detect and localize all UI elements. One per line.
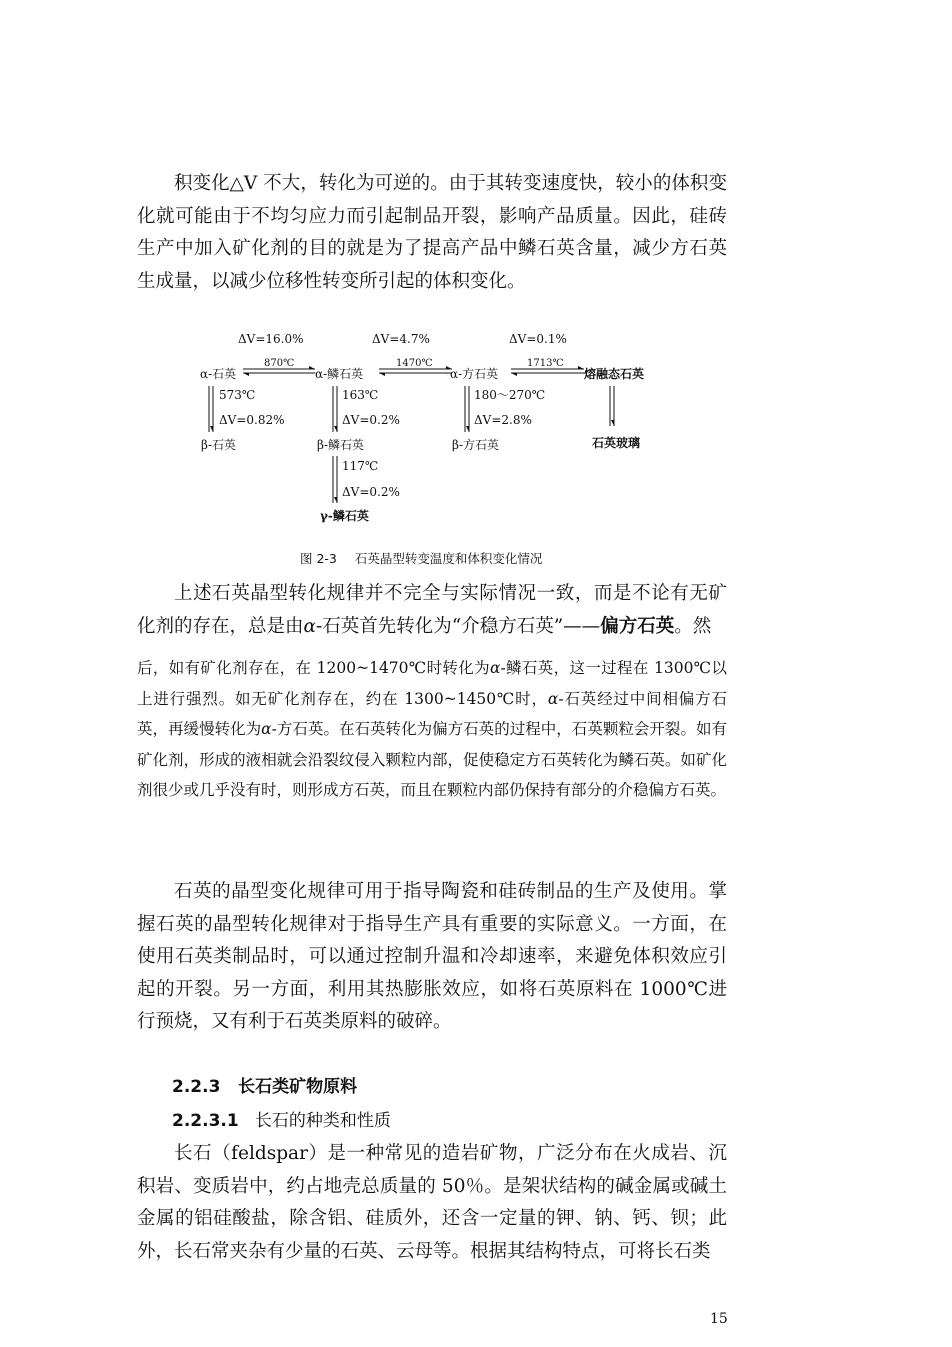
v-dv-02-a: ΔV=0.2% [342,413,400,427]
paragraph-feldspar-text: 长石（feldspar）是一种常见的造岩矿物，广泛分布在火成岩、沉积岩、变质岩中，约占地壳总质量的 50％。是架状结构的碱金属或碱土金属的铝硅酸盐，除含铝、硅质外，还含一定量的钾、钠、钙、钡；此外，长石常夹杂有少量的石英、云母等。根据其结构特点，可将长石类 [137,1143,727,1262]
dv-label-1: ΔV=16.0% [238,332,304,346]
paragraph-intro-text: 积变化△V 不大，转化为可逆的。由于其转变速度快，较小的体积变化就可能由于不均匀应力而引起制品开裂，影响产品质量。因此，硅砖生产中加入矿化剂的目的就是为了提高产品中鳞石英含量，减少方石英生成量，以减少位移性转变所引起的体积变化。 [137,173,727,292]
alpha-symbol: α [490,659,501,677]
paragraph-application-text: 石英的晶型变化规律可用于指导陶瓷和硅砖制品的生产及使用。掌握石英的晶型转化规律对于指导生产具有重要的实际意义。一方面，在使用石英类制品时，可以通过控制升温和冷却速率，来避免体积效应引起的开裂。另一方面，利用其热膨胀效应，如将石英原料在 1000℃进行预烧，又有利于石英类原料的破碎。 [137,881,727,1032]
subsection-title: 长石的种类和性质 [254,1111,391,1131]
paragraph-feldspar [137,1138,727,1268]
paragraph-application [137,876,727,1039]
node-alpha-quartz: α-石英 [200,367,237,381]
subsection-heading [172,1106,391,1131]
text-run: 上述石英晶型转化规律并不完全与实际情况一致，而是不论有无矿化剂的存在，总是由 [137,583,727,637]
v-dv-082: ΔV=0.82% [219,413,285,427]
bold-term: 偏方石英 [600,615,675,637]
page-number: 15 [710,1311,728,1327]
figure-caption-number: 图 2-3 [300,551,337,566]
alpha-symbol: α [547,689,559,708]
v-dv-28: ΔV=2.8% [474,413,532,427]
section-heading [172,1072,357,1097]
node-beta-cristobalite: β-方石英 [452,438,499,452]
node-gamma-tridymite: γ-鳞石英 [320,509,369,523]
v-temp-117: 117℃ [342,459,379,473]
section-title: 长石类矿物原料 [238,1077,358,1097]
temp-label-870: 870℃ [264,358,295,369]
figure-caption-text: 石英晶型转变温度和体积变化情况 [354,551,543,566]
temp-label-1470: 1470℃ [396,358,433,369]
v-dv-02-b: ΔV=0.2% [342,485,400,499]
node-beta-quartz: β-石英 [201,438,236,452]
v-temp-573: 573℃ [219,388,256,402]
temp-label-1713: 1713℃ [527,358,564,369]
text-run: 。然 [674,615,712,637]
alpha-symbol: α [303,615,317,637]
paragraph-transformation-small [137,653,727,806]
section-number: 2.2.3 [172,1077,221,1097]
figure-caption [300,549,542,567]
alpha-symbol: α [261,720,272,738]
dv-label-3: ΔV=0.1% [509,332,567,346]
node-alpha-cristobalite: α-方石英 [450,367,499,381]
quartz-transformation-diagram [0,0,952,540]
node-alpha-tridymite: α-鳞石英 [315,367,364,381]
node-quartz-glass: 石英玻璃 [592,436,641,450]
text-run: -石英经过中间相偏方石英，再缓慢转化为 [137,689,727,738]
text-run: -鳞石英，这一过程在 1300℃以上进行强烈。如无矿化剂存在，约在 1300~1450℃时， [137,659,727,708]
v-temp-180-270: 180～270℃ [474,388,546,402]
paragraph-transformation-large [137,578,727,643]
node-beta-tridymite: β-鳞石英 [317,438,364,452]
node-molten-quartz: 熔融态石英 [584,367,645,381]
subsection-number: 2.2.3.1 [172,1111,239,1131]
text-run: -石英首先转化为“介稳方石英”—— [316,615,601,637]
text-run: 后，如有矿化剂存在，在 1200~1470℃时转化为 [137,659,490,677]
text-run: -方石英。在石英转化为偏方石英的过程中，石英颗粒会开裂。如有矿化剂，形成的液相就会沿裂纹侵入颗粒内部，促使稳定方石英转化为鳞石英。如矿化剂很少或几乎没有时，则形成方石英，而且在颗粒内部仍保持有部分的介稳偏方石英。 [137,720,727,799]
dv-label-2: ΔV=4.7% [372,332,430,346]
v-temp-163: 163℃ [342,388,379,402]
